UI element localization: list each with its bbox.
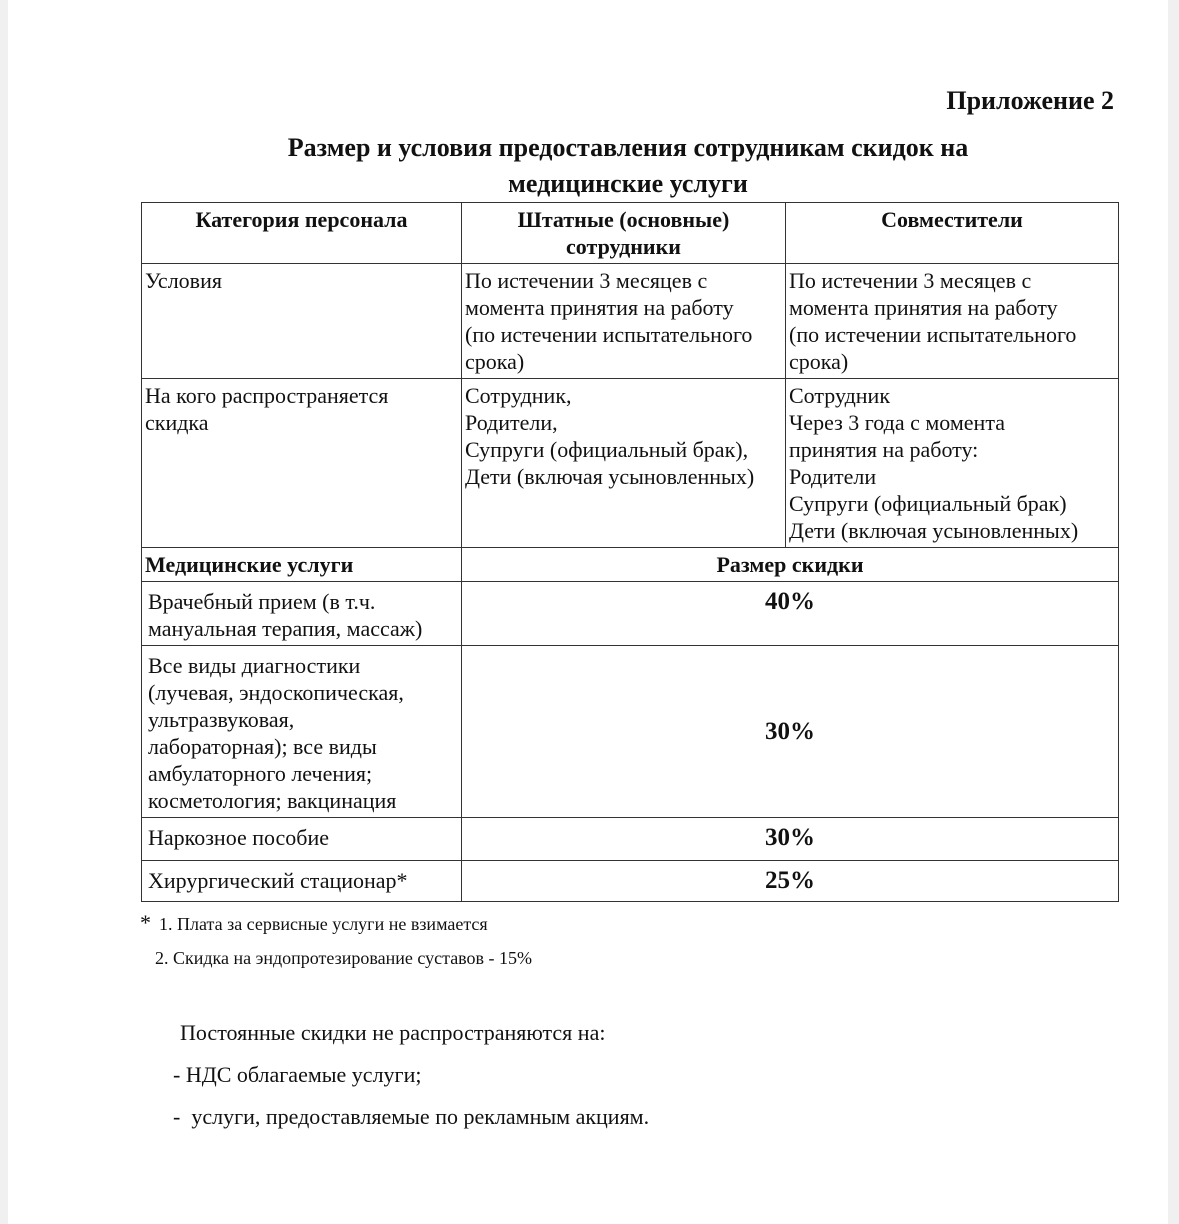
services-header-discount: Размер скидки — [462, 548, 1119, 582]
applies-to-part-time-line: Дети (включая усыновленных) — [789, 518, 1079, 543]
service-discount: 30% — [462, 818, 1119, 861]
closing-intro: Постоянные скидки не распространяются на: — [180, 1020, 606, 1045]
table-row-conditions — [142, 264, 1119, 379]
table-row — [142, 861, 1119, 902]
services-header-row — [142, 548, 1119, 582]
service-name: Хирургический стационар* — [142, 861, 462, 902]
service-discount: 30% — [462, 646, 1119, 818]
table-header-row — [142, 203, 1119, 264]
conditions-staff — [462, 264, 786, 379]
conditions-staff-line: По истечении 3 месяцев с — [465, 268, 708, 293]
header-staff — [462, 203, 786, 264]
applies-to-staff — [462, 379, 786, 548]
services-header-label: Медицинские услуги — [142, 548, 462, 582]
document-title — [248, 130, 1008, 202]
service-name-line: Врачебный прием (в т.ч. — [148, 589, 376, 614]
footnote-2: 2. Скидка на эндопротезирование суставов - 15% — [155, 948, 533, 968]
conditions-staff-line: момента принятия на работу — [465, 295, 734, 320]
conditions-part-time-line: срока) — [789, 349, 849, 374]
conditions-part-time-line: момента принятия на работу — [789, 295, 1058, 320]
service-name-line: косметология; вакцинация — [148, 788, 397, 813]
service-name-line: лабораторная); все виды — [148, 734, 377, 759]
document-page — [8, 0, 1168, 1224]
header-staff-line-2: сотрудники — [566, 234, 681, 259]
discount-table — [141, 202, 1119, 902]
service-name-line: (лучевая, эндоскопическая, — [148, 680, 404, 705]
applies-to-staff-line: Дети (включая усыновленных) — [465, 464, 755, 489]
applies-to-staff-line: Сотрудник, — [465, 383, 572, 408]
applies-to-part-time-line: Родители — [789, 464, 877, 489]
applies-to-label-line: скидка — [145, 410, 209, 435]
appendix-label: Приложение 2 — [946, 86, 1114, 115]
service-name — [142, 646, 462, 818]
conditions-label: Условия — [142, 264, 462, 379]
footnote-asterisk: * — [140, 910, 151, 935]
service-name-line: мануальная терапия, массаж) — [148, 616, 423, 641]
table-row-applies-to — [142, 379, 1119, 548]
service-name — [142, 582, 462, 646]
conditions-part-time — [786, 264, 1119, 379]
applies-to-staff-line: Родители, — [465, 410, 558, 435]
applies-to-part-time — [786, 379, 1119, 548]
table-row — [142, 818, 1119, 861]
title-line-1: Размер и условия предоставления сотрудникам скидок на — [287, 133, 969, 162]
service-name-line: амбулаторного лечения; — [148, 761, 373, 786]
applies-to-part-time-line: Через 3 года с момента — [789, 410, 1005, 435]
applies-to-part-time-line: Супруги (официальный брак) — [789, 491, 1067, 516]
service-name-line: Все виды диагностики — [148, 653, 361, 678]
service-discount: 40% — [462, 582, 1119, 646]
conditions-part-time-line: По истечении 3 месяцев с — [789, 268, 1032, 293]
footnote-1: 1. Плата за сервисные услуги не взимается — [159, 914, 488, 934]
service-name: Наркозное пособие — [142, 818, 462, 861]
closing-item-1: - НДС облагаемые услуги; — [173, 1062, 422, 1087]
conditions-staff-line: срока) — [465, 349, 525, 374]
header-category: Категория персонала — [142, 203, 462, 264]
header-staff-line-1: Штатные (основные) — [517, 207, 730, 232]
applies-to-label-line: На кого распространяется — [145, 383, 389, 408]
applies-to-part-time-line: принятия на работу: — [789, 437, 979, 462]
service-name-line: ультразвуковая, — [148, 707, 295, 732]
table-row — [142, 582, 1119, 646]
table-row — [142, 646, 1119, 818]
applies-to-staff-line: Супруги (официальный брак), — [465, 437, 749, 462]
applies-to-part-time-line: Сотрудник — [789, 383, 891, 408]
header-part-time: Совместители — [786, 203, 1119, 264]
applies-to-label — [142, 379, 462, 548]
title-line-2: медицинские услуги — [508, 169, 748, 198]
conditions-part-time-line: (по истечении испытательного — [789, 322, 1077, 347]
conditions-staff-line: (по истечении испытательного — [465, 322, 753, 347]
service-discount: 25% — [462, 861, 1119, 902]
closing-item-2: - услуги, предоставляемые по рекламным акциям. — [173, 1104, 650, 1129]
